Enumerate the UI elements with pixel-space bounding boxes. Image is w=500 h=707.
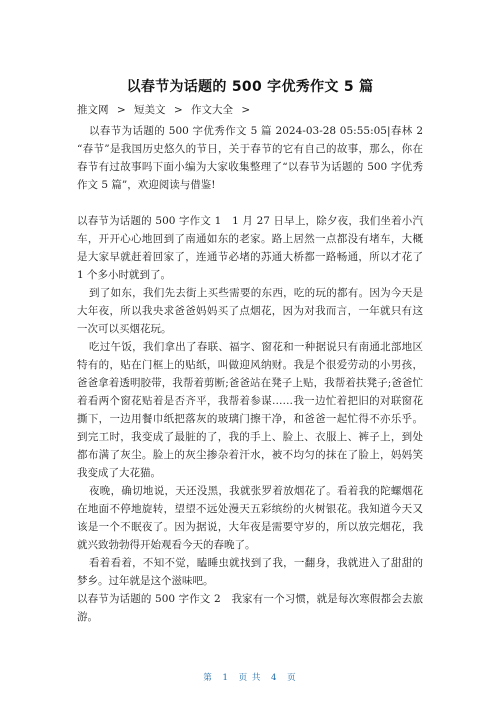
breadcrumb-separator: > — [116, 104, 126, 116]
footer-page-number: 1 — [222, 673, 229, 683]
footer-total-pages: 4 — [271, 673, 278, 683]
essay-1-paragraph: 到了如东，我们先去街上买些需要的东西，吃的玩的都有。因为今天是大年夜，所以我央求爸爸妈妈买了点烟花，因为对我而言，一年就只有这一次可以买烟花玩。 — [77, 287, 423, 335]
essay-2-paragraph: 以春节为话题的 500 字作文 2 我家有一个习惯，就是每次寒假都会去旅游。 — [77, 593, 423, 623]
intro-paragraph: 以春节为话题的 500 字优秀作文 5 篇 2024-03-28 05:55:05|春林 2 “春节”是我国历史悠久的节日，关于春节的它有自己的故事，那么，你在春节有过故事吗下面小编为大家收集整理了“以春节为话题的 500 字优秀作文 5 篇”，欢迎阅读与借鉴! — [77, 125, 423, 191]
page-footer — [0, 671, 500, 683]
breadcrumb-item-home[interactable]: 推文网 — [77, 104, 109, 116]
paragraph-gap — [77, 194, 423, 212]
breadcrumb-separator: > — [241, 104, 251, 116]
document-title: 以春节为话题的 500 字优秀作文 5 篇 — [126, 79, 374, 95]
essay-1-paragraph: 看着看着，不知不觉，瞌睡虫就找到了我，一翻身，我就进入了甜甜的梦乡。过年就是这个滋味吧。 — [77, 557, 423, 587]
breadcrumb-item-essays[interactable]: 作文大全 — [191, 104, 233, 116]
footer-prefix: 第 — [203, 673, 213, 683]
article-body — [77, 122, 423, 626]
essay-1-paragraph: 以春节为话题的 500 字作文 1 1 月 27 日早上，除夕夜，我们坐着小汽车，开开心心地回到了南通如东的老家。路上居然一点都没有堵车，大概是大家早就赶着回家了，连通节必堵的苏通大桥都一路畅通，所以才花了 1 个多小时就到了。 — [77, 215, 423, 281]
footer-suffix: 页 — [287, 673, 297, 683]
essay-1-paragraph: 夜晚，确切地说，天还没黑，我就张罗着放烟花了。看着我的陀螺烟花在地面不停地旋转，望望不远处漫天五彩缤纷的火树银花。我知道今天又该是一个不眠夜了。因为据说，大年夜是需要守岁的，所以放完烟花，我就兴致勃勃得开始观看今天的春晚了。 — [77, 485, 423, 551]
footer-middle: 页 共 — [238, 673, 262, 683]
breadcrumb-item-short-prose[interactable]: 短美文 — [134, 104, 166, 116]
breadcrumb — [77, 102, 255, 117]
essay-1-paragraph: 吃过午饭，我们拿出了春联、福字、窗花和一种据说只有南通北部地区特有的，贴在门框上的贴纸，叫做迎风纳财。我是个很爱劳动的小男孩，爸爸拿着透明胶带，我帮着剪断;爸爸站在凳子上贴，我帮着扶凳子;爸爸忙着看两个窗花贴着是否齐平，我帮着参谋……我一边忙着把旧的对联窗花撕下，一边用餐巾纸把落灰的玻璃门擦干净，和爸爸一起忙得不亦乐乎。到完工时，我变成了最脏的了，我的手上、脸上、衣服上、裤子上，到处都布满了灰尘。脸上的灰尘掺杂着汗水，被不均匀的抹在了脸上，妈妈笑我变成了大花猫。 — [77, 341, 423, 479]
breadcrumb-separator: > — [173, 104, 183, 116]
